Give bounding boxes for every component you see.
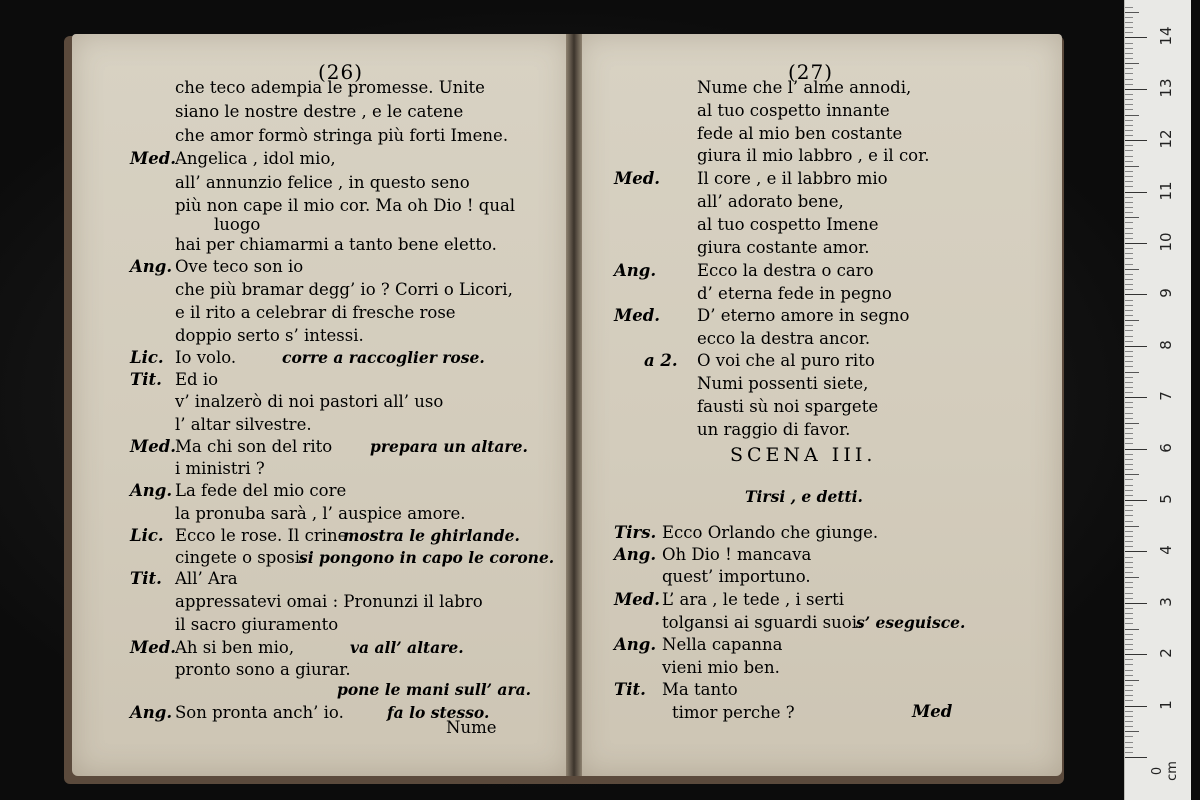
- ruler-number: 14: [1157, 26, 1175, 46]
- ruler-tick: [1125, 711, 1133, 712]
- ruler-tick: [1125, 346, 1147, 347]
- ruler-number: 10: [1157, 232, 1175, 252]
- ruler-number: 5: [1157, 494, 1175, 504]
- ruler-tick: [1125, 181, 1133, 182]
- catchword: Nume: [446, 718, 497, 737]
- speaker-label: Med.: [614, 169, 661, 188]
- ruler-tick: [1125, 135, 1133, 136]
- verse-line: Ma chi son del rito: [175, 437, 333, 456]
- ruler-tick: [1125, 649, 1133, 650]
- verse-line: Son pronta anch’ io.: [175, 703, 344, 722]
- verse-line: Ecco Orlando che giunge.: [662, 523, 879, 542]
- ruler-tick: [1125, 305, 1133, 306]
- ruler-tick: [1125, 531, 1133, 532]
- speaker-label: Med.: [614, 590, 661, 609]
- verse-line: vieni mio ben.: [662, 658, 780, 677]
- ruler-tick: [1125, 212, 1133, 213]
- ruler-number: 11: [1157, 181, 1175, 201]
- ruler-tick: [1125, 700, 1133, 701]
- ruler-tick: [1125, 294, 1147, 295]
- verse-line: d’ eterna fede in pegno: [697, 284, 892, 303]
- verse-line: Ecco le rose. Il crine: [175, 526, 348, 545]
- ruler-tick: [1125, 130, 1133, 131]
- ruler-tick: [1125, 356, 1133, 357]
- ruler-tick: [1125, 320, 1139, 321]
- ruler-tick: [1125, 736, 1133, 737]
- ruler-tick: [1125, 726, 1133, 727]
- verse-line: Nume che l’ alme annodi,: [697, 78, 912, 97]
- verse-line: L’ ara , le tede , i serti: [662, 590, 845, 609]
- ruler-tick: [1125, 613, 1133, 614]
- verse-line: fausti sù noi spargete: [697, 397, 879, 416]
- ruler-tick: [1125, 104, 1133, 105]
- verse-line: che più bramar degg’ io ? Corri o Licori,: [175, 280, 513, 299]
- ruler-tick: [1125, 392, 1133, 393]
- verse-line: hai per chiamarmi a tanto bene eletto.: [175, 235, 497, 254]
- ruler-tick: [1125, 510, 1133, 511]
- ruler-tick: [1125, 7, 1133, 8]
- ruler-tick: [1125, 505, 1133, 506]
- ruler-tick: [1125, 521, 1133, 522]
- verse-line: tolgansi ai sguardi suoi.: [662, 613, 863, 632]
- ruler-tick: [1125, 402, 1133, 403]
- stage-direction: va all’ altare.: [350, 638, 464, 657]
- stage-direction: prepara un altare.: [370, 437, 528, 456]
- ruler-tick: [1125, 557, 1133, 558]
- verse-line: pronto sono a giurar.: [175, 660, 351, 679]
- ruler-tick: [1125, 593, 1133, 594]
- ruler-tick: [1125, 654, 1147, 655]
- ruler-tick: [1125, 572, 1133, 573]
- ruler-tick: [1125, 186, 1133, 187]
- ruler-tick: [1125, 459, 1133, 460]
- ruler-tick: [1125, 12, 1139, 13]
- ruler-tick: [1125, 716, 1133, 717]
- verse-line: al tuo cospetto innante: [697, 101, 890, 120]
- ruler-tick: [1125, 541, 1133, 542]
- ruler-tick: [1125, 721, 1133, 722]
- ruler-tick: [1125, 598, 1133, 599]
- ruler-number: 7: [1157, 391, 1175, 401]
- verse-line: Oh Dio ! mancava: [662, 545, 812, 564]
- ruler-tick: [1125, 629, 1139, 630]
- ruler-tick: [1125, 449, 1147, 450]
- ruler-tick: [1125, 664, 1133, 665]
- speaker-label: Tirs.: [614, 523, 657, 542]
- ruler-tick: [1125, 351, 1133, 352]
- ruler-tick: [1125, 310, 1133, 311]
- verse-line: Nella capanna: [662, 635, 783, 654]
- verse-line: Il core , e il labbro mio: [697, 169, 888, 188]
- ruler-tick: [1125, 546, 1133, 547]
- ruler-number: 8: [1157, 340, 1175, 350]
- ruler-tick: [1125, 675, 1133, 676]
- ruler-tick: [1125, 84, 1133, 85]
- speaker-label: Med.: [130, 638, 177, 657]
- ruler-tick: [1125, 382, 1133, 383]
- ruler-tick: [1125, 79, 1133, 80]
- ruler-tick: [1125, 397, 1147, 398]
- ruler-tick: [1125, 228, 1133, 229]
- ruler-tick: [1125, 166, 1139, 167]
- verse-line: fede al mio ben costante: [697, 124, 903, 143]
- ruler-tick: [1125, 526, 1139, 527]
- stage-direction: fa lo stesso.: [387, 703, 490, 722]
- ruler-tick: [1125, 670, 1133, 671]
- ruler-tick: [1125, 58, 1133, 59]
- ruler-unit-label: 0 cm: [1150, 761, 1180, 781]
- speaker-label: Ang.: [614, 545, 657, 564]
- ruler-tick: [1125, 17, 1133, 18]
- ruler-tick: [1125, 279, 1133, 280]
- ruler-tick: [1125, 536, 1133, 537]
- verse-line: ecco la destra ancor.: [697, 329, 871, 348]
- ruler-tick: [1125, 438, 1133, 439]
- ruler-tick: [1125, 145, 1133, 146]
- verse-line: all’ adorato bene,: [697, 192, 844, 211]
- verse-line: La fede del mio core: [175, 481, 347, 500]
- verse-line: D’ eterno amore in segno: [697, 306, 910, 325]
- ruler-tick: [1125, 94, 1133, 95]
- ruler-number: 6: [1157, 442, 1175, 453]
- ruler-tick: [1125, 161, 1133, 162]
- speaker-label: Med.: [614, 306, 661, 325]
- ruler-tick: [1125, 418, 1133, 419]
- ruler-tick: [1125, 233, 1133, 234]
- verse-line: che teco adempia le promesse. Unite: [175, 78, 485, 97]
- ruler-tick: [1125, 423, 1139, 424]
- ruler-tick: [1125, 495, 1133, 496]
- verse-line: che amor formò stringa più forti Imene.: [175, 126, 509, 145]
- ruler-tick: [1125, 428, 1133, 429]
- verse-line: giura costante amor.: [697, 238, 870, 257]
- ruler-number: 12: [1157, 129, 1175, 149]
- ruler-tick: [1125, 330, 1133, 331]
- ruler-tick: [1125, 485, 1133, 486]
- verse-line: più non cape il mio cor. Ma oh Dio ! qual: [175, 196, 516, 215]
- verse-line: timor perche ?: [672, 703, 795, 722]
- page-number-right: (27): [788, 60, 834, 84]
- ruler-tick: [1125, 99, 1133, 100]
- stage-direction: pone le mani sull’ ara.: [337, 680, 532, 699]
- ruler-number: 9: [1157, 288, 1175, 299]
- ruler-tick: [1125, 757, 1147, 758]
- ruler-tick: [1125, 582, 1133, 583]
- ruler-tick: [1125, 443, 1133, 444]
- ruler-tick: [1125, 752, 1133, 753]
- ruler-tick: [1125, 341, 1133, 342]
- verse-line: O voi che al puro rito: [697, 351, 875, 370]
- ruler-tick: [1125, 68, 1133, 69]
- ruler-tick: [1125, 222, 1133, 223]
- ruler-tick: [1125, 742, 1133, 743]
- speaker-label: Lic.: [130, 348, 164, 367]
- verse-line: appressatevi omai : Pronunzi il labro: [175, 592, 483, 611]
- speaker-label: Ang.: [130, 703, 173, 722]
- speaker-label: Tit.: [614, 680, 646, 699]
- verse-line: quest’ importuno.: [662, 567, 811, 586]
- ruler-number: 2: [1157, 648, 1175, 658]
- ruler-tick: [1125, 89, 1147, 90]
- page-number-left: (26): [318, 60, 364, 84]
- ruler-tick: [1125, 336, 1133, 337]
- speaker-label: a 2.: [644, 351, 678, 370]
- ruler-tick: [1125, 634, 1133, 635]
- verse-line: Ed io: [175, 370, 219, 389]
- verse-line: Ove teco son io: [175, 257, 304, 276]
- catchword: Med: [912, 702, 953, 721]
- scene-title: SCENA III.: [730, 444, 877, 466]
- ruler-tick: [1125, 490, 1133, 491]
- ruler-tick: [1125, 372, 1139, 373]
- ruler-tick: [1125, 202, 1133, 203]
- speaker-label: Med.: [130, 149, 177, 168]
- ruler-tick: [1125, 433, 1133, 434]
- verse-line: e il rito a celebrar di fresche rose: [175, 303, 456, 322]
- ruler-number: 3: [1157, 597, 1175, 607]
- verse-line: cingete o sposi.: [175, 548, 306, 567]
- ruler-tick: [1125, 551, 1147, 552]
- verse-line: al tuo cospetto Imene: [697, 215, 879, 234]
- ruler-tick: [1125, 618, 1133, 619]
- ruler-tick: [1125, 695, 1133, 696]
- verse-line: All’ Ara: [175, 569, 238, 588]
- verse-line: Ecco la destra o caro: [697, 261, 874, 280]
- speaker-label: Ang.: [614, 261, 657, 280]
- verse-line: Io volo.: [175, 348, 237, 367]
- ruler-tick: [1125, 562, 1133, 563]
- stage-direction: s’ eseguisce.: [856, 613, 966, 632]
- ruler-tick: [1125, 623, 1133, 624]
- speaker-label: Ang.: [130, 481, 173, 500]
- ruler-tick: [1125, 747, 1133, 748]
- verse-line: la pronuba sarà , l’ auspice amore.: [175, 504, 466, 523]
- verse-line: siano le nostre destre , e le catene: [175, 102, 464, 121]
- ruler-tick: [1125, 37, 1147, 38]
- verse-line: un raggio di favor.: [697, 420, 851, 439]
- ruler-tick: [1125, 685, 1133, 686]
- ruler-tick: [1125, 264, 1133, 265]
- ruler-tick: [1125, 109, 1133, 110]
- ruler-tick: [1125, 284, 1133, 285]
- ruler-tick: [1125, 387, 1133, 388]
- ruler-tick: [1125, 469, 1133, 470]
- ruler-tick: [1125, 150, 1133, 151]
- ruler-tick: [1125, 253, 1133, 254]
- verse-line: il sacro giuramento: [175, 615, 339, 634]
- ruler-tick: [1125, 454, 1133, 455]
- speaker-label: Lic.: [130, 526, 164, 545]
- ruler-tick: [1125, 659, 1133, 660]
- ruler-tick: [1125, 407, 1133, 408]
- ruler-tick: [1125, 258, 1133, 259]
- ruler-tick: [1125, 243, 1147, 244]
- ruler-tick: [1125, 274, 1133, 275]
- ruler-tick: [1125, 577, 1139, 578]
- ruler-tick: [1125, 115, 1139, 116]
- ruler-tick: [1125, 48, 1133, 49]
- ruler-number: 13: [1157, 78, 1175, 98]
- ruler-tick: [1125, 120, 1133, 121]
- speaker-label: Tit.: [130, 569, 162, 588]
- ruler-tick: [1125, 731, 1139, 732]
- verse-line: Ah si ben mio,: [175, 638, 295, 657]
- ruler-tick: [1125, 325, 1133, 326]
- ruler-tick: [1125, 125, 1133, 126]
- stage-direction: corre a raccoglier rose.: [282, 348, 485, 367]
- ruler-tick: [1125, 197, 1133, 198]
- ruler-tick: [1125, 140, 1147, 141]
- ruler-tick: [1125, 22, 1133, 23]
- ruler-tick: [1125, 464, 1133, 465]
- ruler-tick: [1125, 603, 1147, 604]
- ruler-tick: [1125, 176, 1133, 177]
- ruler-tick: [1125, 479, 1133, 480]
- ruler-tick: [1125, 515, 1133, 516]
- ruler-tick: [1125, 156, 1133, 157]
- ruler-tick: [1125, 171, 1133, 172]
- ruler-tick: [1125, 690, 1133, 691]
- speaker-label: Med.: [130, 437, 177, 456]
- book-gutter: [566, 34, 582, 776]
- stage-direction: si pongono in capo le corone.: [299, 548, 555, 567]
- speaker-label: Tit.: [130, 370, 162, 389]
- ruler-tick: [1125, 366, 1133, 367]
- ruler-tick: [1125, 27, 1133, 28]
- speaker-label: Ang.: [614, 635, 657, 654]
- ruler-tick: [1125, 644, 1133, 645]
- ruler-tick: [1125, 269, 1139, 270]
- ruler-tick: [1125, 639, 1133, 640]
- stage-direction: mostra le ghirlande.: [343, 526, 520, 545]
- ruler-tick: [1125, 63, 1139, 64]
- ruler-tick: [1125, 567, 1133, 568]
- verse-line: i ministri ?: [175, 459, 265, 478]
- verse-line: Angelica , idol mio,: [175, 149, 336, 168]
- ruler-tick: [1125, 500, 1147, 501]
- ruler-tick: [1125, 289, 1133, 290]
- speaker-label: Ang.: [130, 257, 173, 276]
- scene-characters: Tirsi , e detti.: [745, 487, 863, 506]
- ruler-tick: [1125, 43, 1133, 44]
- ruler-tick: [1125, 706, 1147, 707]
- ruler-tick: [1125, 413, 1133, 414]
- ruler-number: 4: [1157, 545, 1175, 556]
- ruler-number: 1: [1157, 699, 1175, 710]
- ruler-tick: [1125, 608, 1133, 609]
- verse-line: Ma tanto: [662, 680, 738, 699]
- ruler-tick: [1125, 73, 1133, 74]
- ruler-tick: [1125, 248, 1133, 249]
- ruler-tick: [1125, 238, 1133, 239]
- verse-line: doppio serto s’ intessi.: [175, 326, 364, 345]
- ruler-tick: [1125, 680, 1139, 681]
- verse-line: giura il mio labbro , e il cor.: [697, 146, 930, 165]
- ruler-tick: [1125, 377, 1133, 378]
- ruler-tick: [1125, 315, 1133, 316]
- ruler-tick: [1125, 207, 1133, 208]
- verse-line: all’ annunzio felice , in questo seno: [175, 173, 470, 192]
- ruler-tick: [1125, 587, 1133, 588]
- verse-line: Numi possenti siete,: [697, 374, 869, 393]
- ruler-tick: [1125, 361, 1133, 362]
- ruler-tick: [1125, 192, 1147, 193]
- ruler-tick: [1125, 474, 1139, 475]
- verse-line: v’ inalzerò di noi pastori all’ uso: [175, 392, 444, 411]
- verse-line: l’ altar silvestre.: [175, 415, 312, 434]
- ruler-tick: [1125, 300, 1133, 301]
- ruler-tick: [1125, 32, 1133, 33]
- verse-line: luogo: [214, 215, 261, 234]
- ruler-tick: [1125, 217, 1139, 218]
- ruler-tick: [1125, 53, 1133, 54]
